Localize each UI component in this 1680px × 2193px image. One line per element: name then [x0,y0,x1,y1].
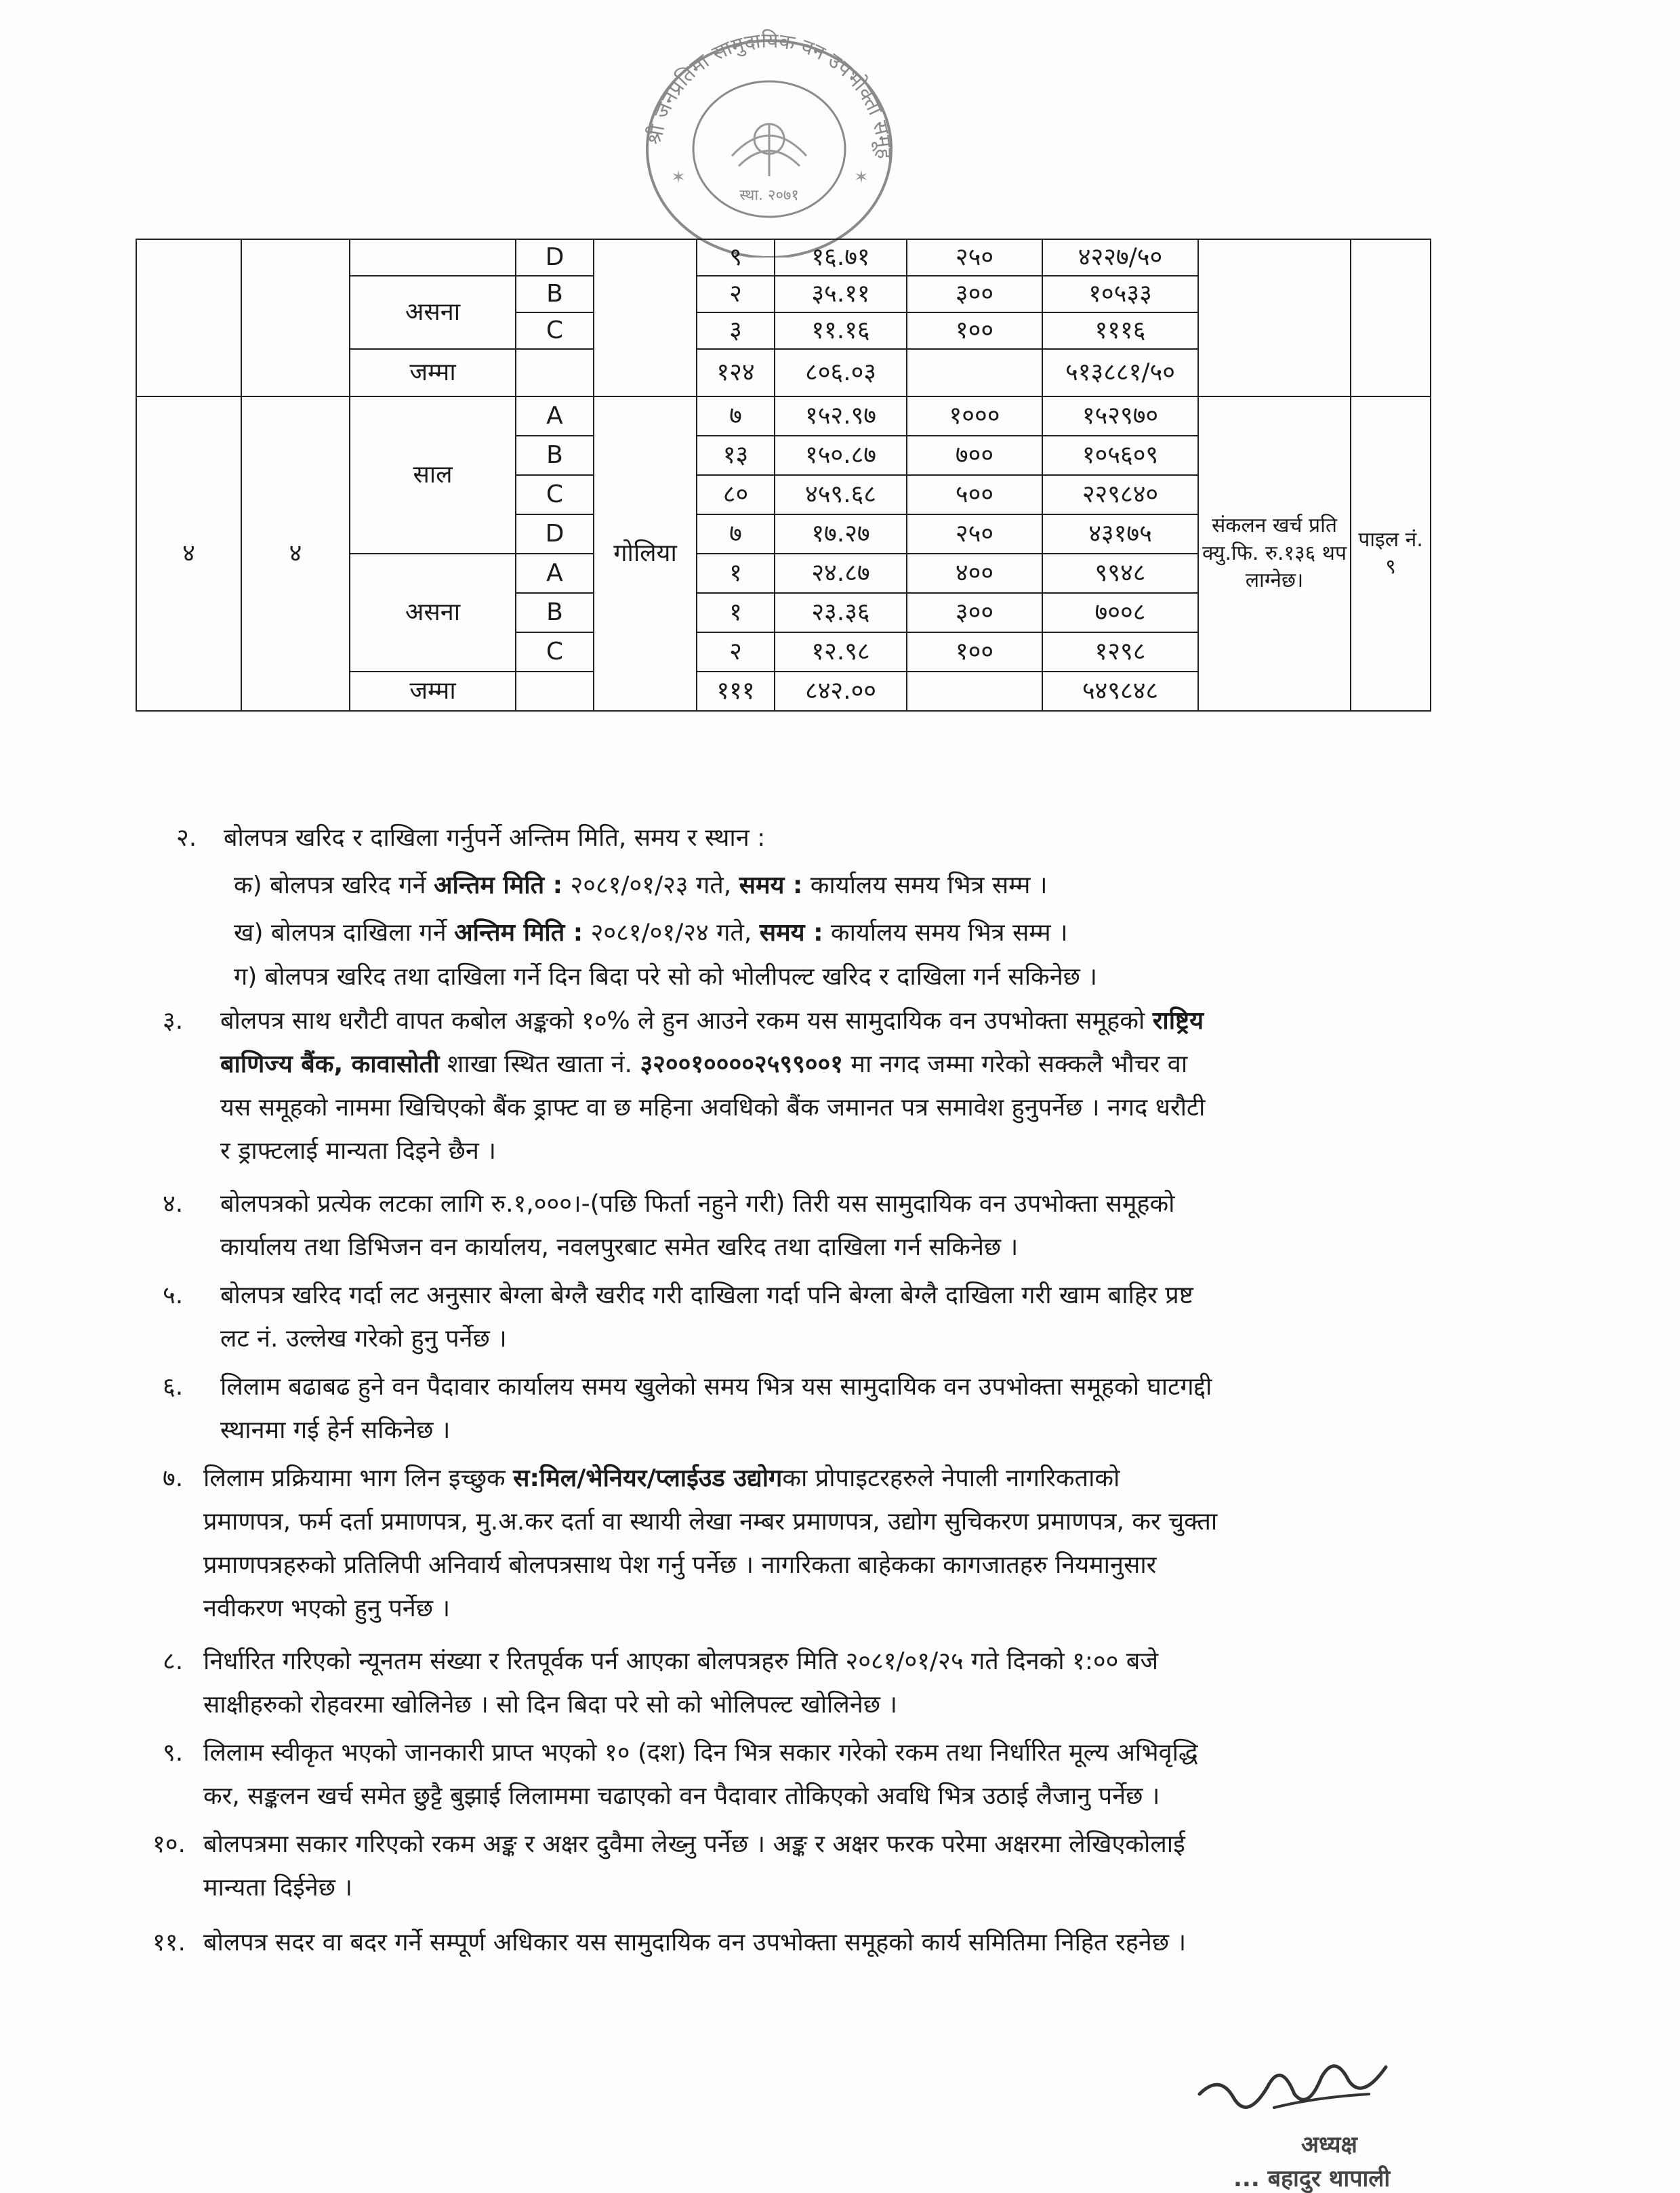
point-2-ka: क) बोलपत्र खरिद गर्ने अन्तिम मिति : २०८१/०१/२३ गते, समय : कार्यालय समय भित्र सम्म । [234,872,1048,899]
shape-cell [594,239,697,396]
grade-cell: A [516,554,594,593]
grade-cell: C [516,475,594,514]
lot-cell: ४ [241,396,350,711]
svg-text:✶: ✶ [671,167,686,188]
rate-cell: ३०० [907,276,1042,312]
amount-cell: २२९८४० [1042,475,1198,514]
volume-cell: १५०.८७ [775,436,907,475]
species-cell: साल [350,396,516,554]
note-cell: संकलन खर्च प्रति क्यु.फि. रु.१३६ थप लाग्नेछ। [1198,396,1351,711]
amount-cell: १०५३३ [1042,276,1198,312]
pile-cell: पाइल नं. ९ [1351,396,1431,711]
point-10-number: १०. [152,1830,186,1858]
species-cell: असना [350,554,516,672]
amount-cell: ४३१७५ [1042,514,1198,554]
total-label: जम्मा [350,349,516,396]
point-5-text: बोलपत्र खरिद गर्दा लट अनुसार बेग्ला बेग्लै खरीद गरी दाखिला गर्दा पनि बेग्ला बेग्लै दाखिला गरी खाम बाहिर प्रष्ट लट नं. उल्लेख गरेको हुनु पर्नेछ । [220,1282,1193,1353]
amount-cell: १२९८ [1042,632,1198,672]
count-cell: २ [697,632,775,672]
point-4-text: बोलपत्रको प्रत्येक लटका लागि रु.१,०००।-(पछि फिर्ता नहुने गरी) तिरी यस सामुदायिक वन उपभोक्ता समूहको कार्यालय तथा डिभिजन वन कार्यालय, नवलपुरबाट समेत खरिद तथा दाखिला गर्न सकिनेछ । [220,1190,1175,1261]
grade-cell: D [516,514,594,554]
amount-cell: १०५६०९ [1042,436,1198,475]
rate-cell: २५० [907,239,1042,276]
shape-cell: गोलिया [594,396,697,711]
count-cell: १ [697,554,775,593]
point-4-number: ४. [163,1190,184,1218]
volume-cell: १६.७१ [775,239,907,276]
point-7-text: लिलाम प्रक्रियामा भाग लिन इच्छुक स:मिल/भेनियर/प्लाईउड उद्योगका प्रोपाइटरहरुले नेपाली नागरिकताको प्रमाणपत्र, फर्म दर्ता प्रमाणपत्र, मु.अ.कर दर्ता वा स्थायी लेखा नम्बर प्रमाणपत्र, उद्योग सुचिकरण प्रमाणपत्र, कर चुक्ता प्रमाणपत्रहरुको प्रतिलिपी अनिवार्य बोलपत्रसाथ पेश गर्नु पर्नेछ । नागरिकता बाहेकका कागजातहरु नियमानुसार नवीकरण भएको हुनु पर्नेछ । [203,1464,1218,1622]
volume-cell: ११.१६ [775,312,907,349]
signature-name: ... बहादुर थापाली [1233,2165,1391,2192]
rate-cell: ३०० [907,593,1042,632]
point-10-text: बोलपत्रमा सकार गरिएको रकम अङ्क र अक्षर दुवैमा लेख्नु पर्नेछ । अङ्क र अक्षर फरक परेमा अक्षरमा लेखिएकोलाई मान्यता दिईनेछ । [203,1830,1185,1902]
note-cell [1198,239,1351,396]
total-count: १११ [697,672,775,711]
point-5-number: ५. [163,1282,184,1309]
count-cell: १३ [697,436,775,475]
point-2-text: बोलपत्र खरिद र दाखिला गर्नुपर्ने अन्तिम मिति, समय र स्थान : [224,824,766,852]
rate-cell: १०० [907,632,1042,672]
rate-cell: ४०० [907,554,1042,593]
volume-cell: ४५९.६८ [775,475,907,514]
grade-cell: B [516,276,594,312]
point-8-text: निर्धारित गरिएको न्यूनतम संख्या र रितपूर्वक पर्न आएका बोलपत्रहरु मिति २०८१/०१/२५ गते दिनको १:०० बजे साक्षीहरुको रोहवरमा खोलिनेछ । सो दिन बिदा परे सो को भोलिपल्ट खोलिनेछ । [203,1647,1159,1719]
pile-cell [1351,239,1431,396]
rate-cell: ५०० [907,475,1042,514]
grade-cell: C [516,632,594,672]
total-amount: ५१३८८१/५० [1042,349,1198,396]
point-2-ga: ग) बोलपत्र खरिद तथा दाखिला गर्ने दिन बिदा परे सो को भोलीपल्ट खरिद र दाखिला गर्न सकिनेछ । [234,963,1098,991]
rate-cell: ७०० [907,436,1042,475]
grade-cell: B [516,436,594,475]
total-label: जम्मा [350,672,516,711]
count-cell: ९ [697,239,775,276]
grade-cell: C [516,312,594,349]
rate-cell: १००० [907,396,1042,436]
volume-cell: १७.२७ [775,514,907,554]
svg-text:✶: ✶ [854,167,869,188]
total-count: १२४ [697,349,775,396]
amount-cell: ९९४८ [1042,554,1198,593]
total-volume: ८०६.०३ [775,349,907,396]
sn-cell: ४ [136,396,241,711]
point-9-text: लिलाम स्वीकृत भएको जानकारी प्राप्त भएको १० (दश) दिन भित्र सकार गरेको रकम तथा निर्धारित मूल्य अभिवृद्धि कर, सङ्कलन खर्च समेत छुट्टै बुझाई लिलाममा चढाएको वन पैदावार तोकिएको अवधि भित्र उठाई लैजानु पर्नेछ । [203,1739,1198,1810]
count-cell: ७ [697,396,775,436]
total-volume: ८४२.०० [775,672,907,711]
seal-stamp [630,14,908,258]
signature-title: अध्यक्ष [1301,2131,1357,2158]
grade-cell: A [516,396,594,436]
count-cell: ३ [697,312,775,349]
rate-cell: १०० [907,312,1042,349]
point-6-text: लिलाम बढाबढ हुने वन पैदावार कार्यालय समय खुलेको समय भित्र यस सामुदायिक वन उपभोक्ता समूहको घाटगद्दी स्थानमा गई हेर्न सकिनेछ । [220,1373,1212,1444]
amount-cell: १५२९७० [1042,396,1198,436]
amount-cell: ४२२७/५० [1042,239,1198,276]
sn-cell [136,239,241,396]
total-amount: ५४९८४८ [1042,672,1198,711]
lot-cell [241,239,350,396]
point-3-number: ३. [163,1007,184,1035]
count-cell: ७ [697,514,775,554]
species-cell [350,239,516,276]
volume-cell: १२.९८ [775,632,907,672]
volume-cell: १५२.९७ [775,396,907,436]
grade-cell: D [516,239,594,276]
point-3-text: बोलपत्र साथ धरौटी वापत कबोल अङ्कको १०% ले हुन आउने रकम यस सामुदायिक वन उपभोक्ता समूहको राष्ट्रिय बाणिज्य बैंक, कावासोती शाखा स्थित खाता नं. ३२००१००००२५९९००१ मा नगद जम्मा गरेको सक्कलै भौचर वा यस समूहको नाममा खिचिएको बैंक ड्राफ्ट वा छ महिना अवधिको बैंक जमानत पत्र समावेश हुनुपर्नेछ । नगद धरौटी र ड्राफ्टलाई मान्यता दिइने छैन । [220,1007,1206,1165]
rate-cell: २५० [907,514,1042,554]
volume-cell: २४.८७ [775,554,907,593]
lot-table [136,239,1431,712]
species-cell: असना [350,276,516,349]
point-11-number: ११. [152,1929,186,1956]
count-cell: २ [697,276,775,312]
volume-cell: २३.३६ [775,593,907,632]
point-8-number: ८. [163,1647,184,1675]
point-11-text: बोलपत्र सदर वा बदर गर्ने सम्पूर्ण अधिकार यस सामुदायिक वन उपभोक्ता समूहको कार्य समितिमा निहित रहनेछ । [203,1929,1187,1956]
table-row [136,239,1431,276]
volume-cell: ३५.११ [775,276,907,312]
point-2-number: २. [176,824,197,852]
table-row [136,396,1431,436]
amount-cell: ७००८ [1042,593,1198,632]
count-cell: ८० [697,475,775,514]
point-7-number: ७. [163,1464,184,1492]
point-6-number: ६. [163,1373,184,1401]
handwritten-signature [1193,2047,1396,2121]
amount-cell: १११६ [1042,312,1198,349]
point-9-number: ९. [163,1739,184,1767]
point-2-kha: ख) बोलपत्र दाखिला गर्ने अन्तिम मिति : २०८१/०१/२४ गते, समय : कार्यालय समय भित्र सम्म । [234,919,1068,947]
svg-text:स्था. २०७१: स्था. २०७१ [739,187,799,204]
grade-cell: B [516,593,594,632]
count-cell: १ [697,593,775,632]
svg-text:श्री जनप्रतिमा सामुदायिक वन उप: श्री जनप्रतिमा सामुदायिक वन उपभोक्ता समूह [642,28,897,159]
